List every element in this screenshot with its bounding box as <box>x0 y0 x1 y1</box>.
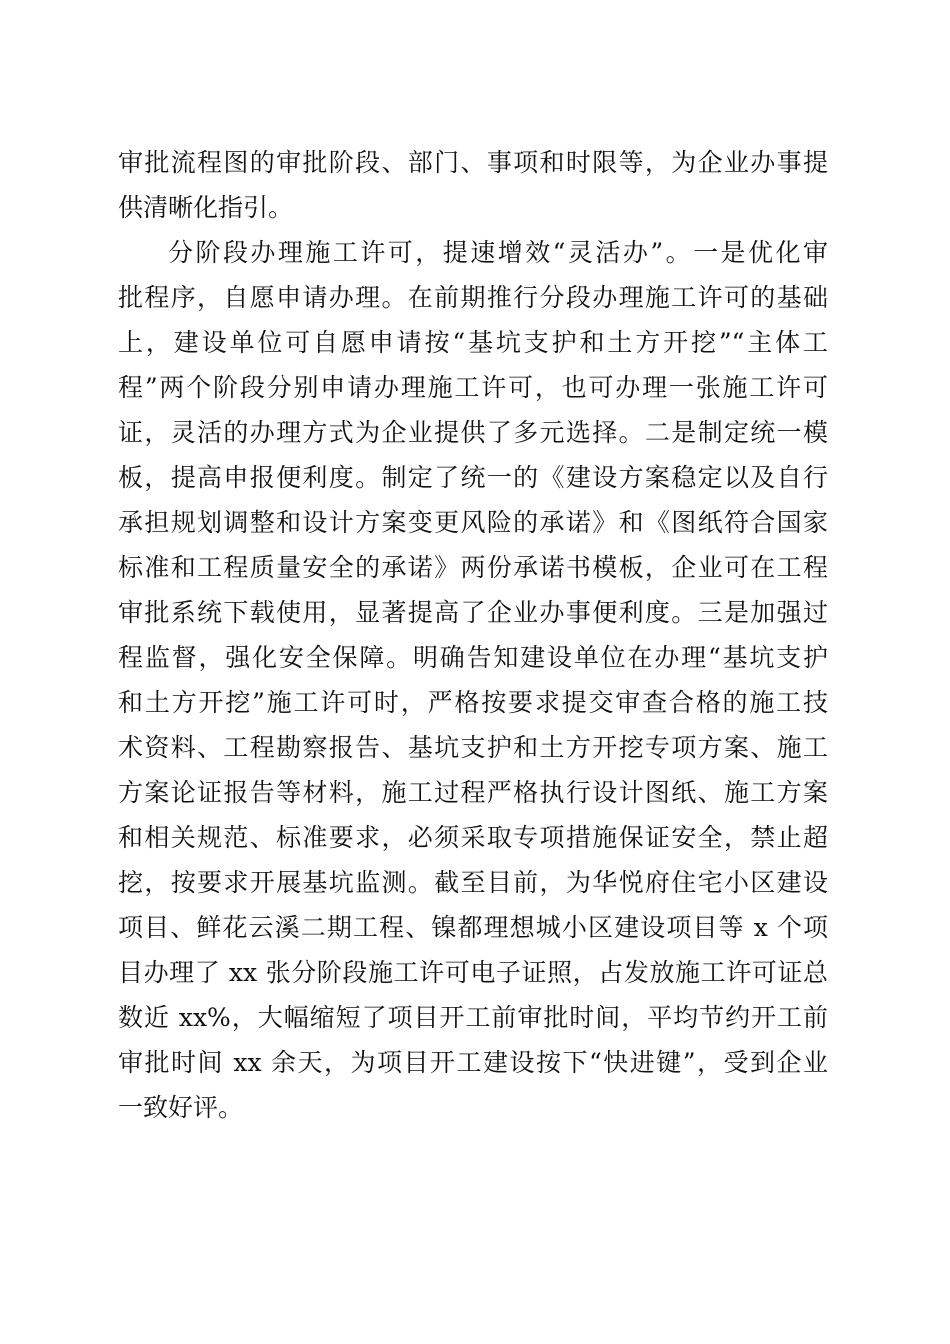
paragraph-line: 标准和工程质量安全的承诺》两份承诺书模板，企业可在工程 <box>118 553 828 582</box>
paragraph-line: 和土方开挖”施工许可时，严格按要求提交审查合格的施工技 <box>118 688 828 717</box>
paragraph-1 <box>118 140 828 230</box>
paragraph-line: 程”两个阶段分别申请办理施工许可，也可办理一张施工许可 <box>118 373 828 402</box>
paragraph-line: 目办理了 xx 张分阶段施工许可电子证照，占发放施工许可证总 <box>118 958 828 987</box>
paragraph-2 <box>118 230 828 1130</box>
paragraph-line: 分阶段办理施工许可，提速增效“灵活办”。一是优化审 <box>168 238 828 267</box>
paragraph-line: 审批时间 xx 余天，为项目开工建设按下“快进键”，受到企业 <box>118 1048 828 1077</box>
paragraph-line: 项目、鲜花云溪二期工程、镍都理想城小区建设项目等 x 个项 <box>118 913 828 942</box>
paragraph-line: 审批系统下载使用，显著提高了企业办事便利度。三是加强过 <box>118 598 828 627</box>
paragraph-line: 一致好评。 <box>118 1093 244 1122</box>
paragraph-line: 批程序，自愿申请办理。在前期推行分段办理施工许可的基础 <box>118 283 828 312</box>
paragraph-line: 方案论证报告等材料，施工过程严格执行设计图纸、施工方案 <box>118 778 828 807</box>
paragraph-line: 审批流程图的审批阶段、部门、事项和时限等，为企业办事提 <box>118 148 828 177</box>
paragraph-line: 供清晰化指引。 <box>118 193 294 222</box>
paragraph-line: 承担规划调整和设计方案变更风险的承诺》和《图纸符合国家 <box>118 508 828 537</box>
paragraph-line: 术资料、工程勘察报告、基坑支护和土方开挖专项方案、施工 <box>118 733 828 762</box>
paragraph-line: 程监督，强化安全保障。明确告知建设单位在办理“基坑支护 <box>118 643 828 672</box>
document-body <box>118 140 828 1130</box>
paragraph-line: 上，建设单位可自愿申请按“基坑支护和土方开挖”“主体工 <box>118 328 828 357</box>
paragraph-line: 和相关规范、标准要求，必须采取专项措施保证安全，禁止超 <box>118 823 828 852</box>
paragraph-line: 板，提高申报便利度。制定了统一的《建设方案稳定以及自行 <box>118 463 828 492</box>
paragraph-line: 数近 xx%，大幅缩短了项目开工前审批时间，平均节约开工前 <box>118 1003 828 1032</box>
paragraph-line: 证，灵活的办理方式为企业提供了多元选择。二是制定统一模 <box>118 418 828 447</box>
paragraph-line: 挖，按要求开展基坑监测。截至目前，为华悦府住宅小区建设 <box>118 868 828 897</box>
